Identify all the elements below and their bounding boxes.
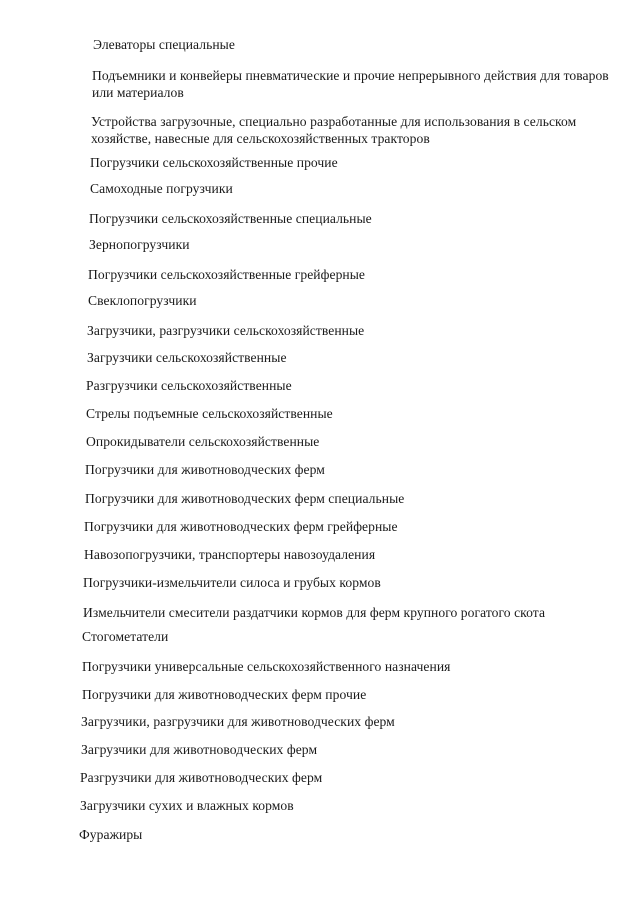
list-item: Погрузчики универсальные сельскохозяйственного назначения: [82, 659, 451, 674]
list-item: Погрузчики сельскохозяйственные грейферные: [88, 267, 366, 282]
list-item: Навозопогрузчики, транспортеры навозоудаления: [84, 547, 376, 562]
list-item: Устройства загрузочные, специально разработанные для использования в сельском хозяйстве, навесные для сельскохозяйственных тракторов: [91, 114, 577, 146]
list-item: Измельчители смесители раздатчики кормов для ферм крупного рогатого скота: [83, 605, 546, 620]
list-item: Погрузчики для животноводческих ферм грейферные: [84, 519, 398, 534]
list-item: Фуражиры: [79, 827, 143, 842]
list-item: Самоходные погрузчики: [90, 181, 233, 196]
list-item: Погрузчики для животноводческих ферм прочие: [82, 687, 367, 702]
list-item: Погрузчики сельскохозяйственные специальные: [89, 211, 372, 226]
list-item: Погрузчики для животноводческих ферм: [85, 462, 325, 477]
list-item: Загрузчики, разгрузчики сельскохозяйственные: [87, 323, 365, 338]
list-item: Стогометатели: [82, 629, 169, 644]
list-item: Загрузчики, разгрузчики для животноводческих ферм: [81, 714, 395, 729]
list-item: Загрузчики сельскохозяйственные: [87, 350, 287, 365]
list-item: Зернопогрузчики: [89, 237, 190, 252]
list-item: Свеклопогрузчики: [88, 293, 197, 308]
list-item: Подъемники и конвейеры пневматические и прочие непрерывного действия для товаров или материалов: [92, 68, 609, 100]
list-item: Элеваторы специальные: [93, 37, 235, 52]
list-item: Разгрузчики сельскохозяйственные: [86, 378, 292, 393]
list-item: Погрузчики сельскохозяйственные прочие: [90, 155, 338, 170]
list-item: Стрелы подъемные сельскохозяйственные: [86, 406, 333, 421]
list-item: Погрузчики-измельчители силоса и грубых кормов: [83, 575, 381, 590]
list-item: Загрузчики для животноводческих ферм: [81, 742, 318, 757]
list-item: Погрузчики для животноводческих ферм специальные: [85, 491, 405, 506]
list-item: Загрузчики сухих и влажных кормов: [80, 798, 294, 813]
list-item: Опрокидыватели сельскохозяйственные: [86, 434, 320, 449]
list-item: Разгрузчики для животноводческих ферм: [80, 770, 323, 785]
